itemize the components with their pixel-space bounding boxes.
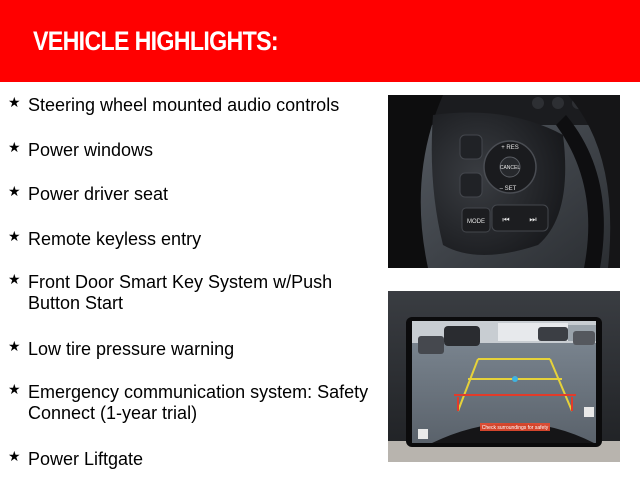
- star-icon: ★: [8, 272, 21, 288]
- feature-text: Remote keyless entry: [28, 229, 202, 249]
- steering-wheel-photo: [388, 95, 620, 268]
- star-icon: ★: [8, 140, 21, 156]
- camera-warning: Check surroundings for safety: [481, 425, 549, 431]
- feature-text: Front Door Smart Key System w/Push Button Start: [28, 272, 333, 313]
- set-label: – SET: [499, 186, 517, 192]
- feature-text: Emergency communication system: Safety Connect (1-year trial): [28, 382, 369, 423]
- star-icon: ★: [8, 449, 21, 465]
- star-icon: ★: [8, 382, 21, 398]
- star-icon: ★: [8, 184, 21, 200]
- res-label: + RES: [501, 145, 519, 151]
- star-icon: ★: [8, 339, 21, 355]
- feature-text: Low tire pressure warning: [28, 339, 235, 359]
- mode-label: MODE: [467, 219, 485, 225]
- feature-text: Power windows: [28, 140, 154, 160]
- feature-text: Power driver seat: [28, 184, 169, 204]
- svg-text:⏭: ⏭: [529, 215, 537, 224]
- page-title: VEHICLE HIGHLIGHTS:: [33, 26, 278, 56]
- star-icon: ★: [8, 229, 21, 245]
- feature-text: Power Liftgate: [28, 449, 144, 469]
- backup-camera-photo: [388, 291, 620, 462]
- cancel-label: CANCEL: [499, 165, 521, 171]
- feature-text: Steering wheel mounted audio controls: [28, 95, 340, 115]
- star-icon: ★: [8, 95, 21, 111]
- svg-text:⏮: ⏮: [502, 215, 510, 224]
